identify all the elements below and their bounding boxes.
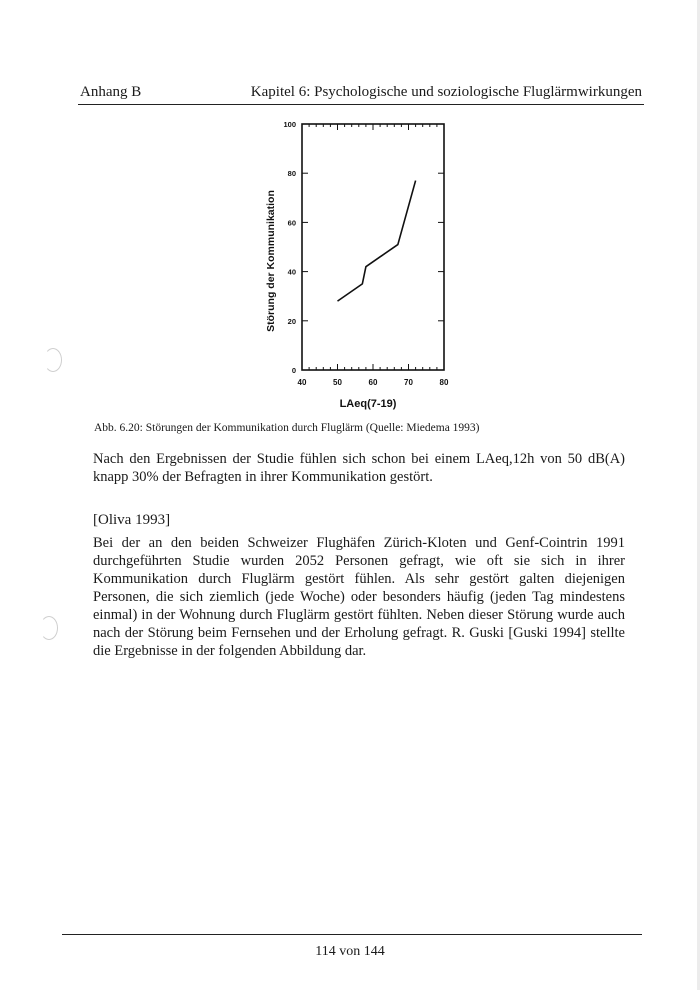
x-tick-label: 50 bbox=[333, 378, 342, 387]
figure-chart bbox=[255, 118, 465, 418]
footer-rule bbox=[62, 934, 642, 935]
y-tick-label: 60 bbox=[287, 218, 296, 228]
body-paragraph-2: Bei der an den beiden Schweizer Flughäfen Zürich-Kloten und Genf-Cointrin 1991 durchgeführten Studie wurden 2052 Personen gefragt, wie oft sie sich in ihrer Kommunikation durch Fluglärm gestört fühlen. Als sehr gestört galten diejenigen Personen, die sich ziemlich (jede Woche) oder besonders häufig (jeden Tag mindestens einmal) in der Wohnung durch Fluglärm gestört fühlten. Neben dieser Störung wurde auch nach der Störung beim Fernsehen und der Erholung gefragt. R. Guski [Guski 1994] stellte die Ergebnisse in der folgenden Abbildung dar. bbox=[93, 535, 625, 659]
x-tick-label: 40 bbox=[297, 378, 307, 387]
plot-frame bbox=[302, 124, 444, 370]
y-tick-label: 20 bbox=[287, 316, 296, 326]
x-tick-label: 60 bbox=[368, 378, 378, 387]
y-tick-label: 80 bbox=[287, 169, 296, 179]
header-rule bbox=[78, 104, 644, 105]
x-axis-label: LAeq(7-19) bbox=[339, 398, 397, 410]
x-tick-label: 80 bbox=[439, 378, 449, 387]
header-section-label: Anhang B bbox=[80, 84, 142, 100]
header-chapter-title: Kapitel 6: Psychologische und soziologische Fluglärmwirkungen bbox=[250, 84, 642, 100]
figure-caption: Abb. 6.20: Störungen der Kommunikation durch Fluglärm (Quelle: Miedema 1993) bbox=[94, 422, 480, 434]
x-tick-label: 70 bbox=[404, 378, 413, 387]
punch-hole-mark bbox=[40, 616, 58, 640]
y-axis-label: Störung der Kommunikation bbox=[265, 190, 277, 332]
body-paragraph-1: Nach den Ergebnissen der Studie fühlen sich schon bei einem LAeq,12h von 50 dB(A) knapp 30% der Befragten in ihrer Kommunikation gestört. bbox=[93, 451, 625, 485]
y-tick-label: 0 bbox=[291, 366, 296, 375]
page-number: 114 von 144 bbox=[315, 944, 385, 959]
punch-hole-mark bbox=[44, 348, 62, 372]
y-tick-label: 40 bbox=[287, 267, 296, 277]
reference-heading: [Oliva 1993] bbox=[93, 512, 171, 528]
y-tick-label: 100 bbox=[283, 120, 296, 129]
series-line bbox=[338, 181, 416, 302]
